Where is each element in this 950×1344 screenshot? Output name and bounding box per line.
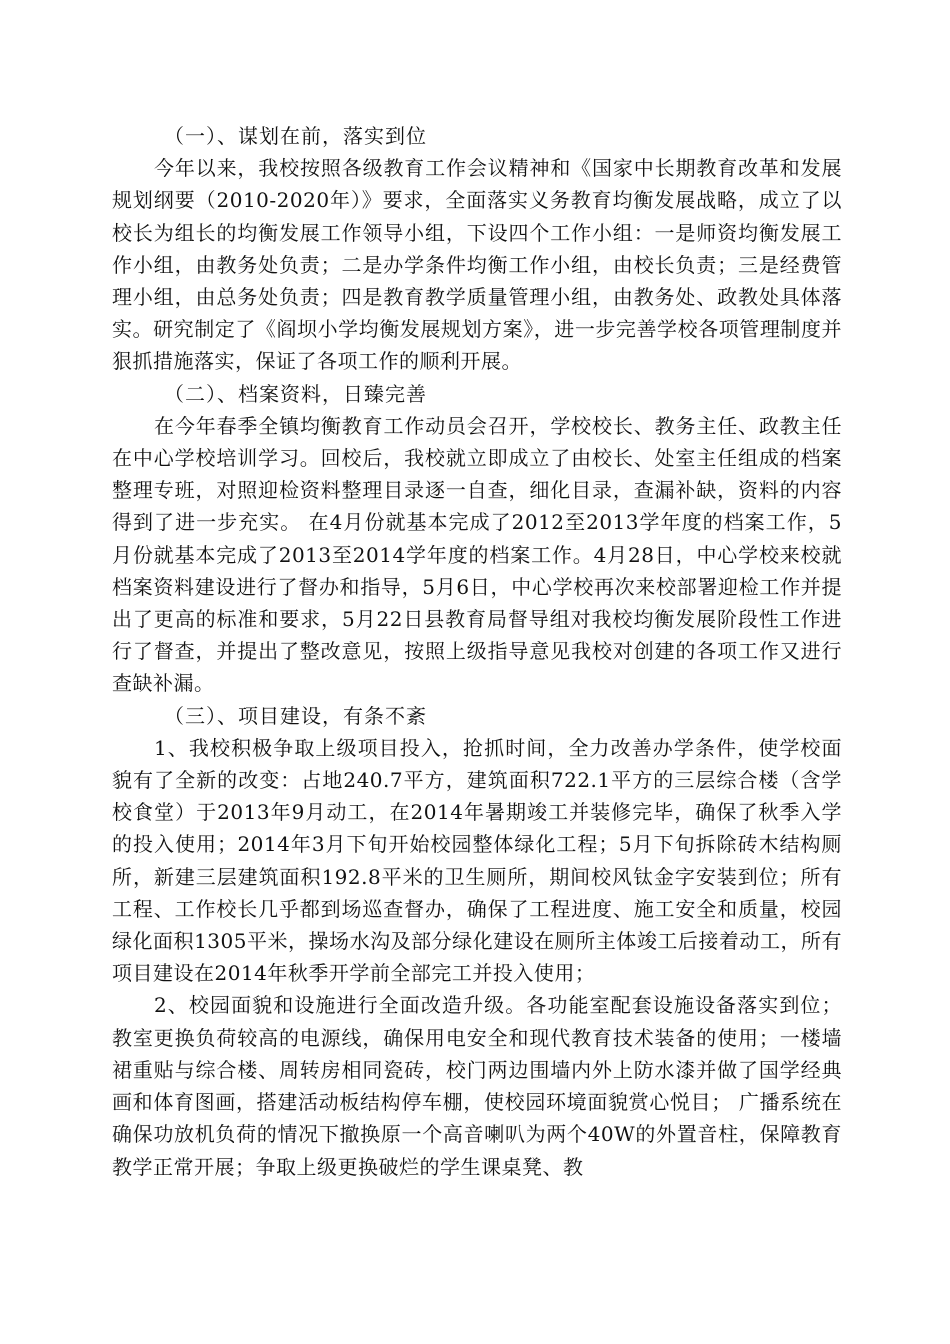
section-heading-1: （一）、谋划在前，落实到位: [164, 124, 427, 148]
document-page: [112, 120, 842, 1183]
section-heading-3: （三）、项目建设，有条不紊: [164, 703, 427, 728]
section-2-paragraph-1: 在今年春季全镇均衡教育工作动员会召开，学校校长、教务主任、政教主任在中心学校培训学习。回校后，我校就立即成立了由校长、处室主任组成的档案整理专班，对照迎检资料整理目录逐一自查，细化目录，查漏补缺，资料的内容得到了进一步充实。 在4月份就基本完成了2012至2013学年度的档案工作，5月份就基本完成了2013至2014学年度的档案工作。4月28日，中心学校来校就档案资料建设进行了督办和指导，5月6日，中心学校再次来校部署迎检工作并提出了更高的标准和要求，5月22日县教育局督导组对我校均衡发展阶段性工作进行了督查，并提出了整改意见，按照上级指导意见我校对创建的各项工作又进行查缺补漏。: [112, 413, 842, 696]
section-3-paragraph-1: 1、我校积极争取上级项目投入，抢抓时间，全力改善办学条件，使学校面貌有了全新的改变：占地240.7平方，建筑面积722.1平方的三层综合楼（含学校食堂）于2013年9月动工，在2014年暑期竣工并装修完毕，确保了秋季入学的投入使用；2014年3月下旬开始校园整体绿化工程；5月下旬拆除砖木结构厕所，新建三层建筑面积192.8平米的卫生厕所，期间校风钛金字安装到位；所有工程、工作校长几乎都到场巡查督办，确保了工程进度、施工安全和质量，校园绿化面积1305平米，操场水沟及部分绿化建设在厕所主体竣工后接着动工，所有项目建设在2014年秋季开学前全部完工并投入使用；: [112, 735, 842, 986]
section-3-paragraph-2: 2、校园面貌和设施进行全面改造升级。各功能室配套设施设备落实到位；教室更换负荷较高的电源线，确保用电安全和现代教育技术装备的使用；一楼墙裙重贴与综合楼、周转房相同瓷砖，校门两边围墙内外上防水漆并做了国学经典画和体育图画，搭建活动板结构停车棚，使校园环境面貌赏心悦目； 广播系统在确保功放机负荷的情况下撤换原一个高音喇叭为两个40W的外置音柱，保障教育教学正常开展；争取上级更换破烂的学生课桌凳、教: [112, 993, 842, 1179]
section-1-paragraph-1: 今年以来，我校按照各级教育工作会议精神和《国家中长期教育改革和发展规划纲要（2010-2020年）》要求，全面落实义务教育均衡发展战略，成立了以校长为组长的均衡发展工作领导小组，下设四个工作小组：一是师资均衡发展工作小组，由教务处负责；二是办学条件均衡工作小组，由校长负责；三是经费管理小组，由总务处负责；四是教育教学质量管理小组，由教务处、政教处具体落实。研究制定了《阎坝小学均衡发展规划方案》，进一步完善学校各项管理制度并狠抓措施落实，保证了各项工作的顺利开展。: [112, 156, 842, 374]
section-heading-2: （二）、档案资料，日臻完善: [164, 381, 427, 406]
